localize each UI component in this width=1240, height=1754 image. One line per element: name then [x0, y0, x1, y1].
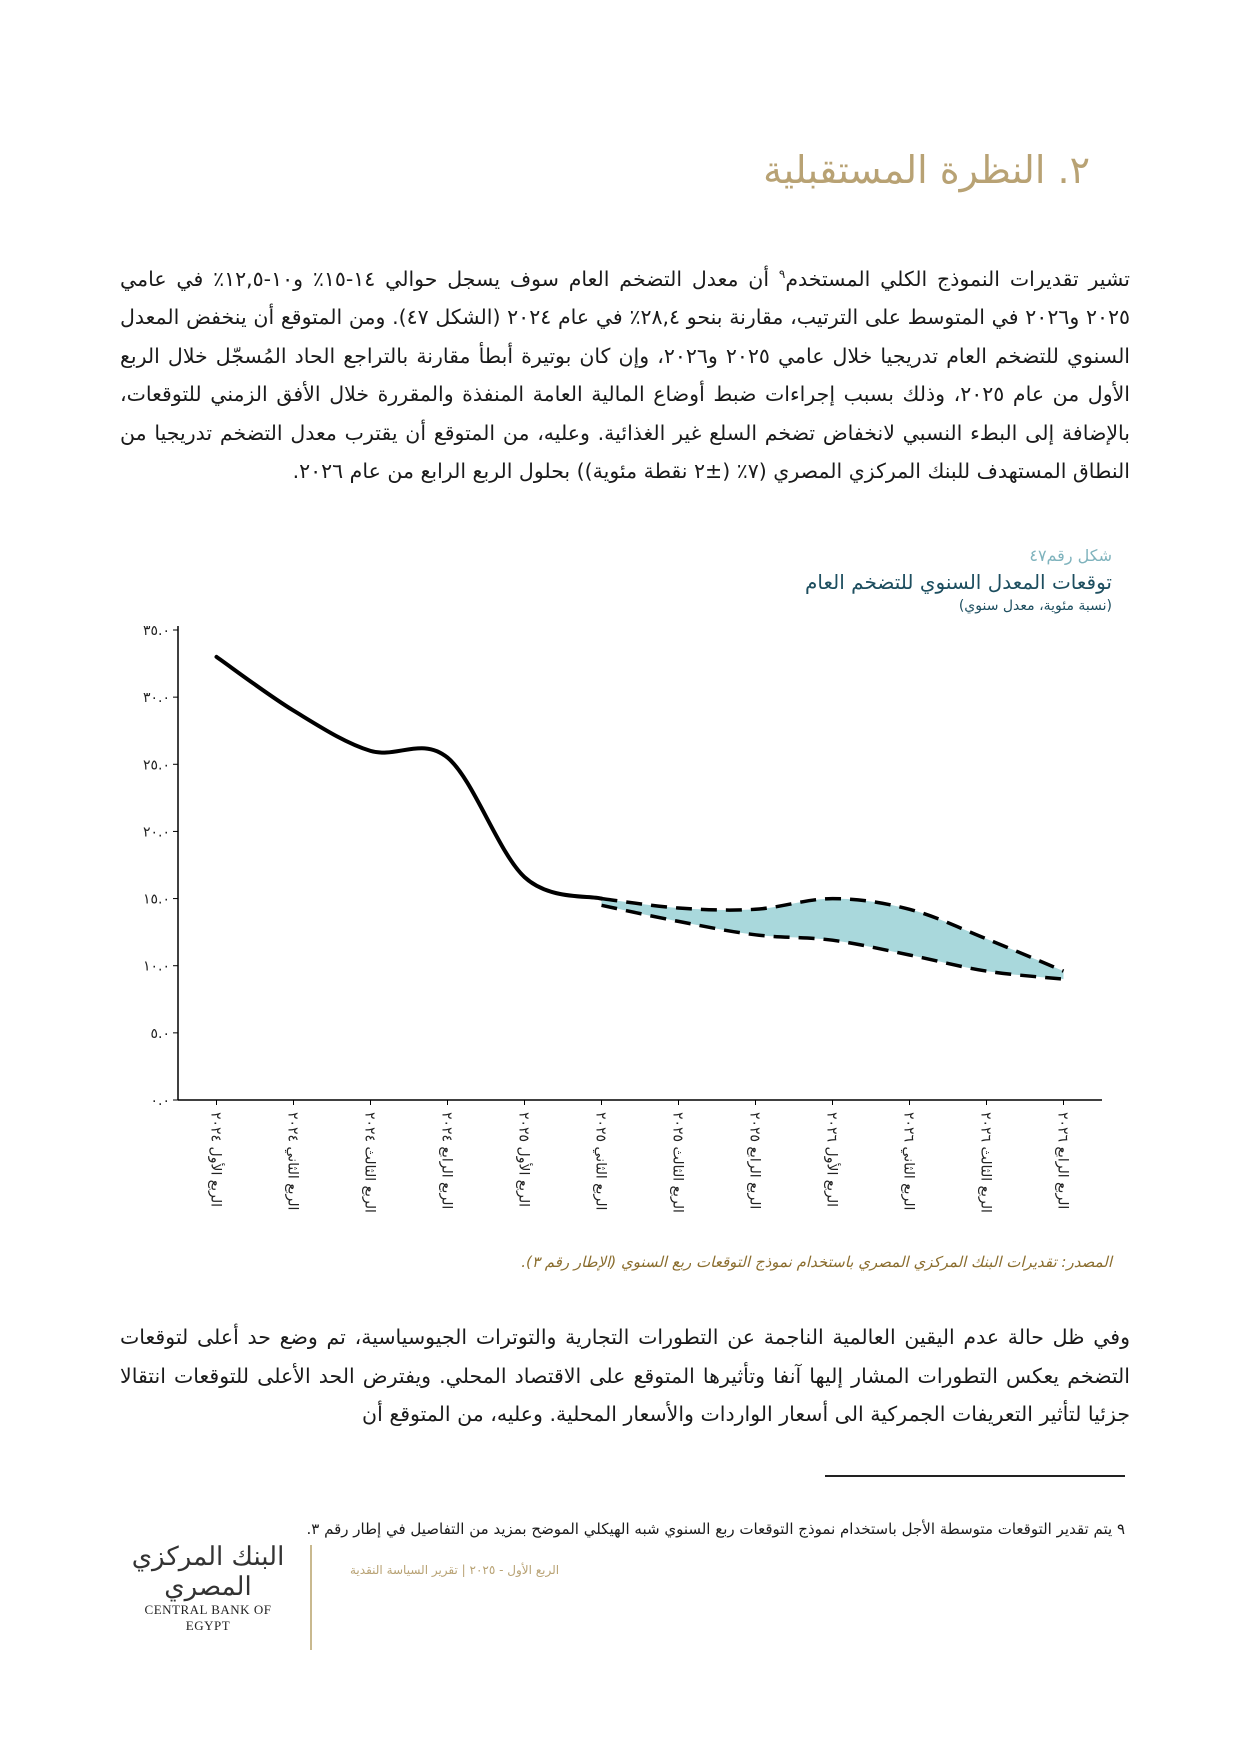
footnote-reference[interactable]: ٩ [778, 267, 786, 281]
x-tick-label: الربع الرابع ٢٠٢٦ [1054, 1112, 1071, 1210]
figure-subtitle: (نسبة مئوية، معدل سنوي) [958, 598, 1112, 614]
actual-inflation-line [217, 657, 602, 899]
logo-english: CENTRAL BANK OF EGYPT [144, 1602, 272, 1633]
x-tick-label: الربع الثاني ٢٠٢٤ [284, 1112, 301, 1211]
cbe-logo [128, 1542, 288, 1634]
footnote-divider [825, 1475, 1125, 1477]
x-tick-label: الربع الثالث ٢٠٢٦ [977, 1112, 994, 1213]
x-tick-label: الربع الرابع ٢٠٢٥ [746, 1112, 763, 1210]
footer-divider [310, 1545, 312, 1650]
x-tick-label: الربع الأول ٢٠٢٥ [515, 1112, 532, 1208]
figure-number: شكل رقم٤٧ [1029, 546, 1112, 565]
y-tick-label: ٣٥.٠ [142, 623, 170, 639]
footnote: ٩ يتم تقدير التوقعات متوسطة الأجل باستخدام نموذج التوقعات ربع السنوي شبه الهيكلي الموضح بمزيد من التفاصيل في إطار رقم ٣. [306, 1520, 1125, 1538]
x-tick-label: الربع الثاني ٢٠٢٦ [900, 1112, 917, 1211]
x-tick-label: الربع الأول ٢٠٢٦ [823, 1112, 840, 1208]
paragraph-outlook-start: تشير تقديرات النموذج الكلي المستخدم [785, 266, 1130, 291]
y-tick-label: ١٥.٠ [142, 891, 170, 908]
x-tick-label: الربع الثالث ٢٠٢٤ [361, 1112, 378, 1213]
y-tick-label: ١٠.٠ [142, 958, 170, 975]
y-tick-label: ٥.٠ [150, 1025, 170, 1042]
x-tick-label: الربع الرابع ٢٠٢٤ [438, 1112, 455, 1210]
x-tick-label: الربع الثالث ٢٠٢٥ [669, 1112, 686, 1213]
figure-title: توقعات المعدل السنوي للتضخم العام [805, 570, 1112, 594]
y-tick-label: ٢٥.٠ [142, 757, 170, 774]
y-tick-label: ٣٠.٠ [142, 690, 170, 707]
section-title: ٢. النظرة المستقبلية [763, 148, 1090, 192]
x-tick-label: الربع الأول ٢٠٢٤ [207, 1112, 224, 1208]
figure-source: المصدر: تقديرات البنك المركزي المصري باستخدام نموذج التوقعات ربع السنوي (الإطار رقم ٣). [521, 1253, 1112, 1271]
footer-report-label: الربع الأول - ٢٠٢٥ | تقرير السياسة النقدية [350, 1563, 560, 1577]
y-tick-label: ٠.٠ [150, 1093, 170, 1109]
paragraph-outlook-rest: أن معدل التضخم العام سوف يسجل حوالي ١٤-١٥٪ و١٠-١٢,٥٪ في عامي ٢٠٢٥ و٢٠٢٦ في المتوسط على الترتيب، مقارنة بنحو ٢٨,٤٪ في عام ٢٠٢٤ (الشكل ٤٧). ومن المتوقع أن ينخفض المعدل السنوي للتضخم العام تدريجيا خلال عامي ٢٠٢٥ و٢٠٢٦، وإن كان بوتيرة أبطأ مقارنة بالتراجع الحاد المُسجّل خلال الربع الأول من عام ٢٠٢٥، وذلك بسبب إجراءات ضبط أوضاع المالية العامة المنفذة والمقررة خلال الأفق الزمني للتوقعات، بالإضافة إلى البطء النسبي لانخفاض تضخم السلع غير الغذائية. وعليه، من المتوقع أن يقترب معدل التضخم تدريجيا من النطاق المستهدف للبنك المركزي المصري (٧٪ (±٢ نقطة مئوية)) بحلول الربع الرابع من عام ٢٠٢٦. [120, 266, 1131, 484]
x-tick-label: الربع الثاني ٢٠٢٥ [592, 1112, 609, 1211]
paragraph-upper-bound: وفي ظل حالة عدم اليقين العالمية الناجمة عن التطورات التجارية والتوترات الجيوسياسية، تم وضع حد أعلى لتوقعات التضخم يعكس التطورات المشار إليها آنفا وتأثيرها المتوقع على الاقتصاد المحلي. ويفترض الحد الأعلى للتوقعات انتقالا جزئيا لتأثير التعريفات الجمركية الى أسعار الواردات والأسعار المحلية. وعليه، من المتوقع أن [120, 1325, 1130, 1426]
y-tick-label: ٢٠.٠ [142, 824, 170, 841]
logo-arabic: البنك المركزي المصري [131, 1542, 285, 1602]
